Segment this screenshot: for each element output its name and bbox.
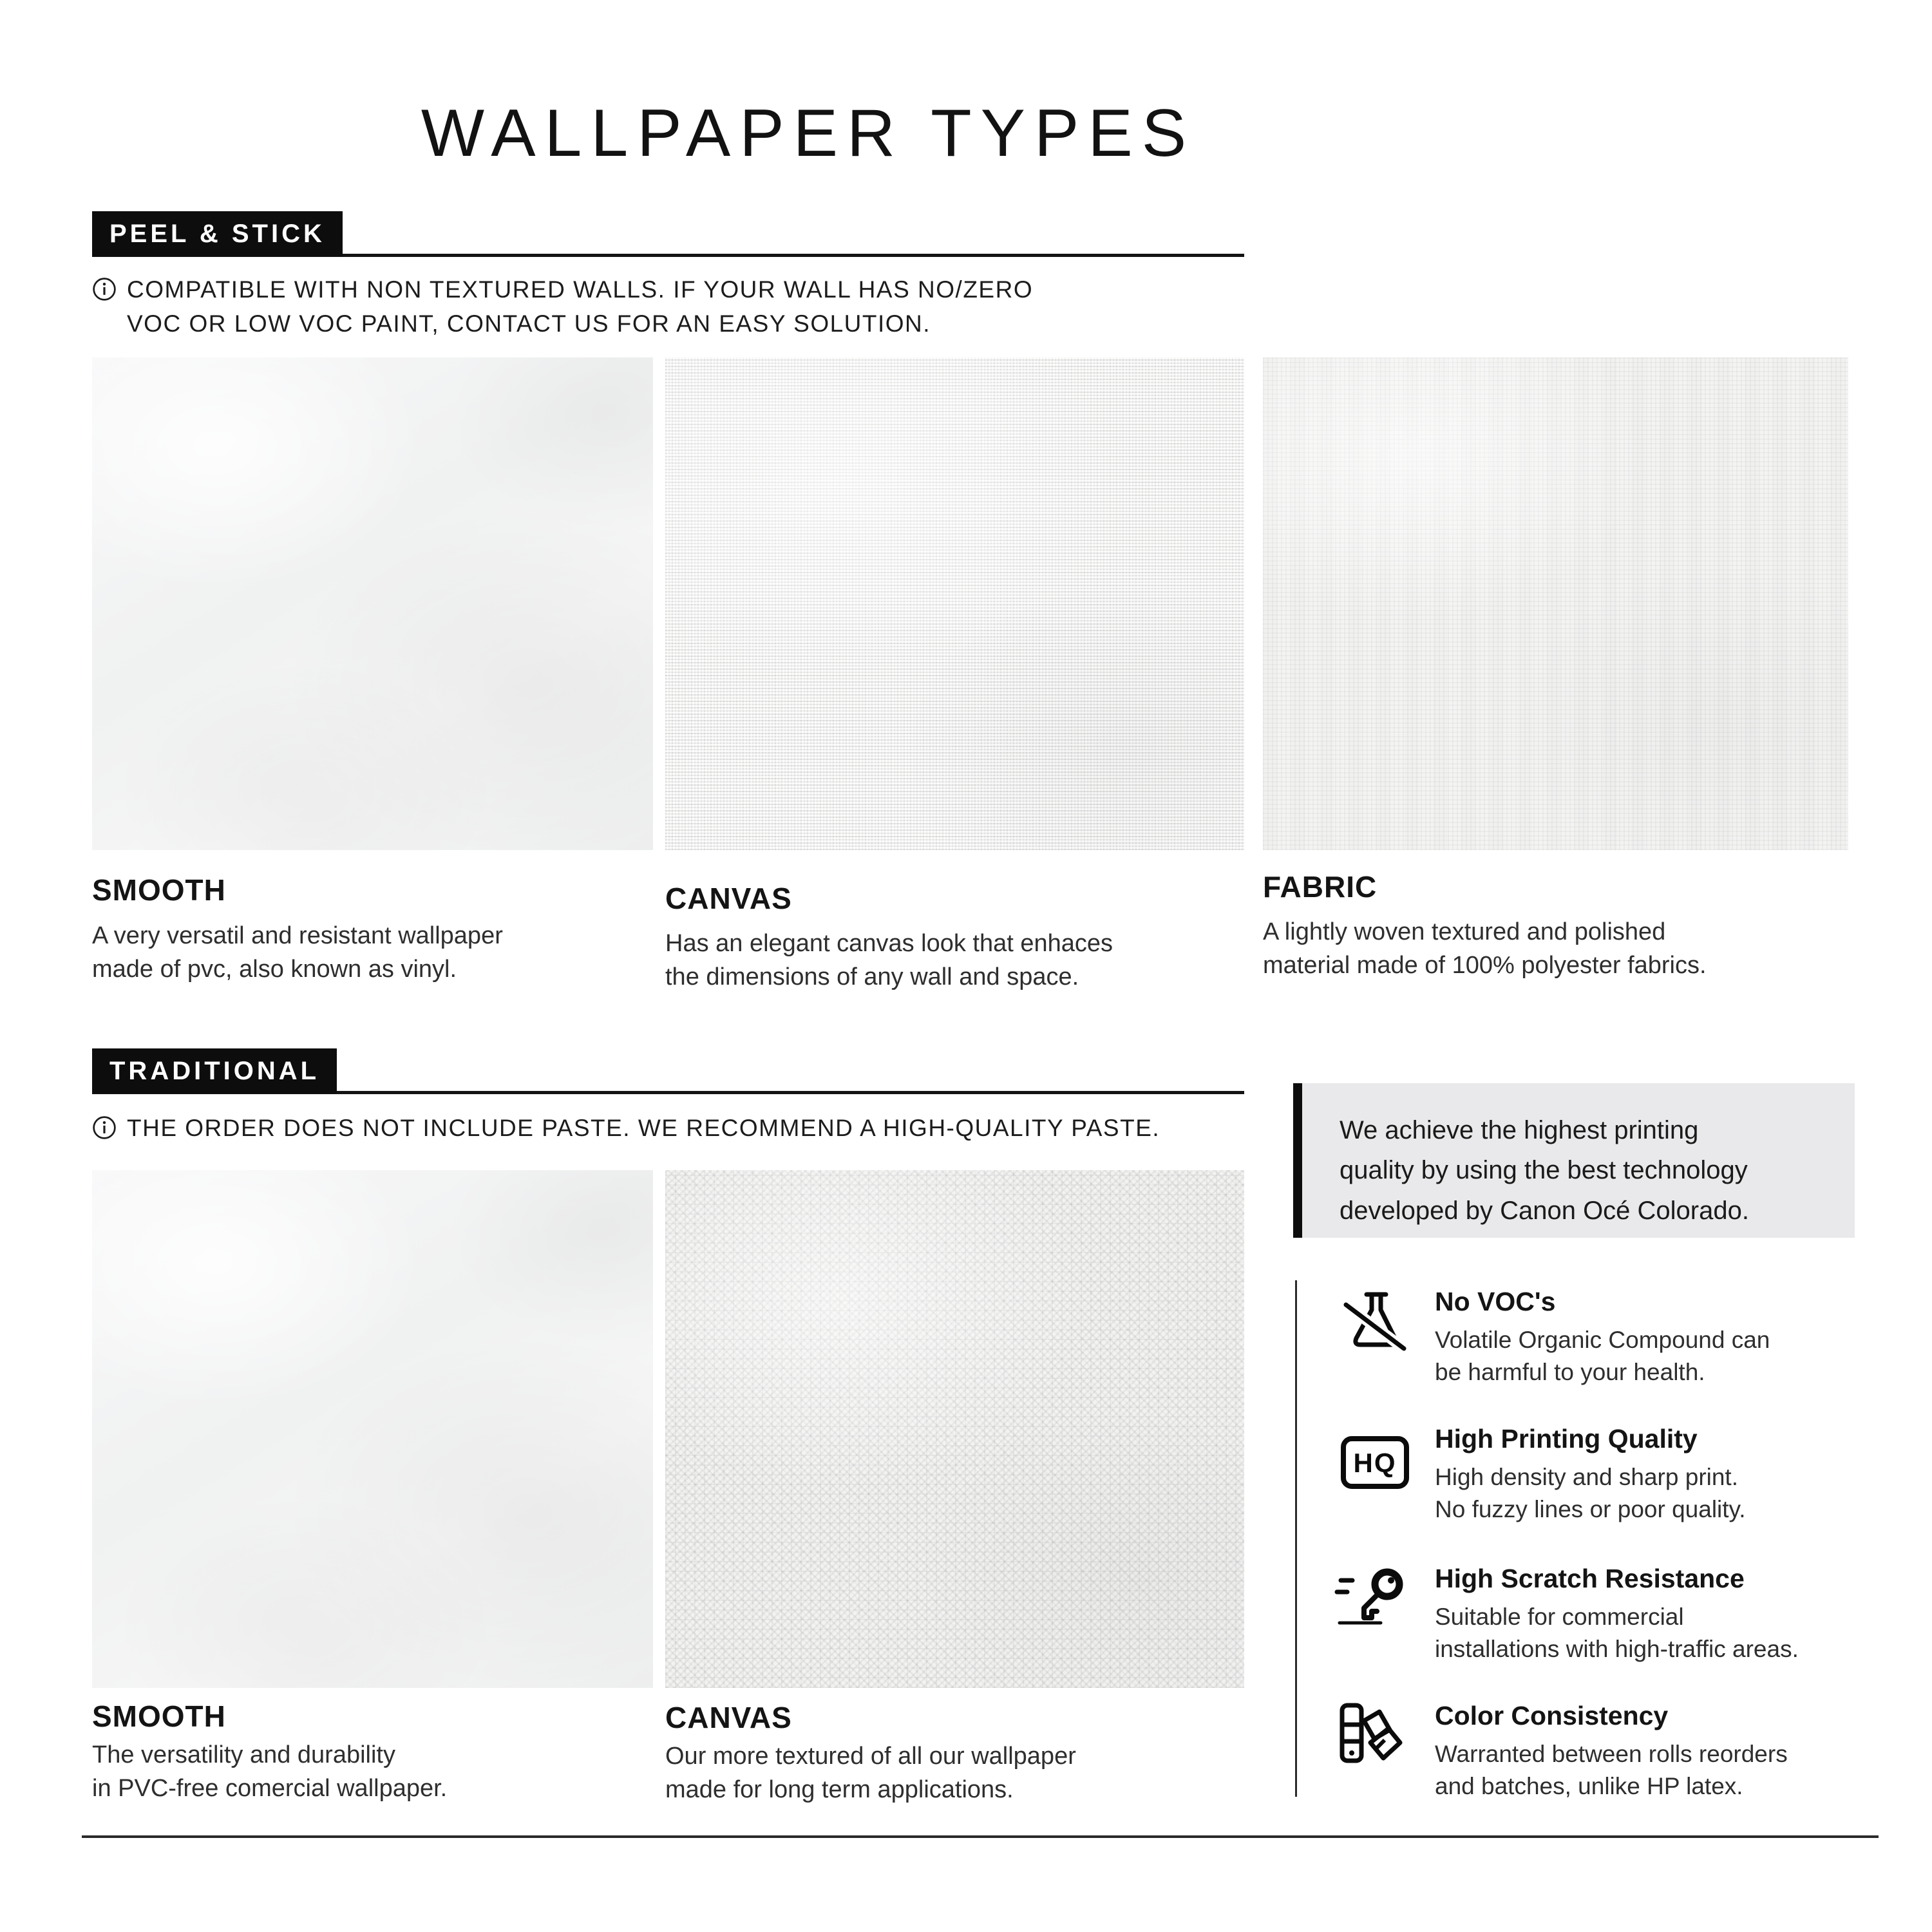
peel-smooth-label: SMOOTH (92, 873, 226, 907)
feature-scratch-resistance-description: Suitable for commercial installations with high-traffic areas. (1435, 1604, 1799, 1662)
traditional-canvas-label: CANVAS (665, 1701, 792, 1734)
peel-canvas-swatch-image (665, 357, 1244, 850)
feature-color-consistency-title: Color Consistency (1435, 1701, 1669, 1730)
peel-stick-badge: PEEL & STICK (92, 211, 343, 256)
no-voc-flask-icon (1334, 1285, 1416, 1367)
traditional-section-header (92, 1048, 337, 1094)
feature-print-quality-title: High Printing Quality (1435, 1424, 1698, 1454)
peel-fabric-swatch-image (1263, 357, 1848, 850)
scratch-key-icon (1334, 1561, 1416, 1642)
hq-badge-icon (1334, 1422, 1416, 1503)
page-title: WALLPAPER TYPES (421, 96, 1196, 171)
peel-smooth-swatch-image (92, 357, 653, 850)
peel-fabric-description: A lightly woven textured and polished material made of 100% polyester fabrics. (1263, 918, 1707, 979)
peel-stick-section-header (92, 211, 343, 256)
traditional-note-text: THE ORDER DOES NOT INCLUDE PASTE. WE RECOMMEND A HIGH-QUALITY PASTE. (127, 1115, 1160, 1141)
feature-no-voc-title: No VOC's (1435, 1287, 1556, 1316)
peel-stick-note (92, 273, 1033, 341)
traditional-note (92, 1112, 1160, 1146)
features-divider-line (1295, 1280, 1297, 1797)
peel-canvas-description: Has an elegant canvas look that enhaces the dimensions of any wall and space. (665, 930, 1113, 990)
info-icon (92, 277, 117, 301)
info-icon (92, 1115, 117, 1140)
peel-smooth-description: A very versatil and resistant wallpaper made of pvc, also known as vinyl. (92, 922, 503, 983)
peel-canvas-label: CANVAS (665, 882, 792, 915)
feature-no-voc-description: Volatile Organic Compound can be harmful to your health. (1435, 1327, 1770, 1385)
quality-box-accent-bar (1293, 1083, 1302, 1238)
traditional-canvas-description: Our more textured of all our wallpaper made for long term applications. (665, 1743, 1076, 1803)
peel-fabric-label: FABRIC (1263, 870, 1378, 904)
traditional-badge: TRADITIONAL (92, 1048, 337, 1094)
bottom-rule (82, 1835, 1879, 1838)
peel-stick-note-text: COMPATIBLE WITH NON TEXTURED WALLS. IF YOUR WALL HAS NO/ZERO VOC OR LOW VOC PAINT, CONTACT US FOR AN EASY SOLUTION. (127, 276, 1034, 337)
svg-text:HQ: HQ (1353, 1448, 1397, 1478)
traditional-smooth-label: SMOOTH (92, 1700, 226, 1733)
feature-scratch-resistance-title: High Scratch Resistance (1435, 1564, 1745, 1593)
traditional-smooth-swatch-image (92, 1170, 653, 1688)
traditional-canvas-swatch-image (665, 1170, 1244, 1688)
quality-box: We achieve the highest printing quality by using the best technology developed by Canon Océ Colorado. (1302, 1083, 1855, 1238)
feature-print-quality-description: High density and sharp print. No fuzzy lines or poor quality. (1435, 1464, 1746, 1522)
feature-color-consistency-description: Warranted between rolls reorders and batches, unlike HP latex. (1435, 1741, 1788, 1799)
traditional-smooth-description: The versatility and durability in PVC-free comercial wallpaper. (92, 1741, 448, 1802)
color-swatches-icon (1334, 1699, 1416, 1780)
